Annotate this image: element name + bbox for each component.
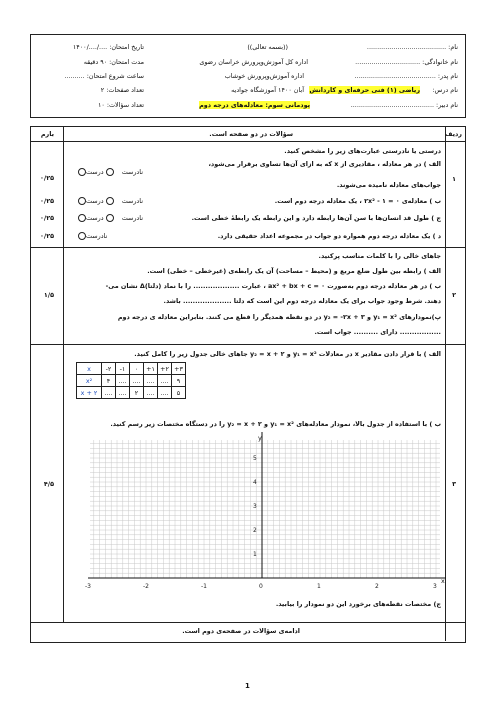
q2-score: ۱/۵ [43, 291, 54, 299]
axes [88, 432, 446, 578]
table-cell: x [77, 363, 102, 375]
bismillah: ((بسمه تعالی)) [247, 43, 288, 51]
father-name-field[interactable]: نام پدر: ........................................ [354, 72, 458, 80]
page-count: تعداد صفحات: ۲ [100, 86, 144, 94]
q1-statement-a-line2: جواب‌های معادله نامیده می‌شوند. [336, 181, 441, 189]
row-column-header: ردیف [445, 130, 462, 138]
continue-note: ادامه‌ی سؤالات در صفحه‌ی دوم است. [182, 627, 300, 635]
x-tick-label: -2 [143, 583, 149, 590]
exam-start-time: ساعت شروع امتحان: .......... [64, 72, 144, 80]
table-cell: ۰ [130, 363, 144, 375]
table-cell[interactable]: .... [158, 387, 172, 399]
q1-c-true-label: درست [86, 214, 104, 222]
course-label: نام درس: [432, 86, 458, 94]
table-cell[interactable]: .... [158, 375, 172, 387]
table-cell[interactable]: .... [130, 375, 144, 387]
student-name-field[interactable]: نام: ....................................... [366, 43, 458, 51]
q1-a-score: ۰/۲۵ [39, 174, 54, 182]
family-name-field[interactable]: نام خانوادگی: ................................ [355, 58, 458, 66]
q1-b-false-label: نادرست [121, 197, 143, 205]
q1-number: ۱ [452, 175, 456, 183]
q3-score: ۴/۵ [43, 480, 54, 488]
q1-b-true-label: درست [86, 197, 104, 205]
education-district: اداره آموزش‌وپرورش خوشاب [224, 72, 304, 80]
table-cell[interactable]: .... [144, 375, 158, 387]
q1-a-true-label: درست [86, 168, 104, 176]
table-cell[interactable]: .... [116, 387, 130, 399]
table-cell: -۱ [116, 363, 130, 375]
page-number: 1 [245, 682, 250, 690]
x-tick-label: 3 [433, 583, 437, 590]
table-cell: +۱ [144, 363, 158, 375]
table-cell: +۳ [172, 363, 186, 375]
table-cell: x² [77, 375, 102, 387]
y-tick-label: 4 [253, 479, 257, 486]
q3-part-c: ج) مختصات نقطه‌های برخورد این دو نمودار را بیابید. [275, 600, 441, 608]
table-cell: x + ۲ [77, 387, 102, 399]
grid-lines [90, 440, 440, 578]
q2-statement-c-line1: پ)نمودارهای y₁ = x² و y₂ = -۲x + ۳ در دو نقطه همدیگر را قطع می کنند. بنابراین معادله ی درجه دوم [117, 313, 441, 321]
course-name: ریاضی (۱) فنی حرفه‌ای و کاردانش [309, 86, 420, 94]
q1-b-score: ۰/۲۵ [39, 197, 54, 205]
q1-c-score: ۰/۲۵ [39, 214, 54, 222]
q2-number: ۲ [452, 291, 456, 299]
q2-statement-b-line1: ب ) در هر معادله درجه دوم به‌صورت ax² + bx + c = ۰ ، عبارت ................... را با نماد (دلتا)Δ نشان می- [105, 282, 441, 290]
x-tick-label: -1 [201, 583, 207, 590]
table-cell: ۵ [172, 387, 186, 399]
q1-d-score: ۰/۲۵ [39, 232, 54, 240]
teacher-name-field[interactable]: نام دبیر: ......................................... [350, 101, 458, 109]
table-cell: +۲ [158, 363, 172, 375]
y-tick-label: 5 [253, 455, 257, 462]
q1-statement-d: د ) یک معادله درجه دوم همواره دو جواب در مجموعه اعداد حقیقی دارد. [217, 232, 441, 240]
y-tick-label: 2 [253, 527, 257, 534]
table-cell[interactable]: .... [102, 387, 116, 399]
y-axis-label: y [258, 434, 262, 442]
q1-a-false-label: نادرست [121, 168, 143, 176]
table-cell[interactable]: .... [144, 387, 158, 399]
tick-labels [85, 455, 437, 590]
school-name: آبان ۱۴۰۰ آموزشگاه جوادیه [231, 86, 304, 94]
q1-statement-b: ب ) معادله‌ی ۲x² - ۱ = ۰ ، یک معادله درجه دوم است. [274, 197, 441, 205]
q3-part-a: الف ) با قرار دادن مقادیر x در معادلات y₁ = x² و y₂ = x + ۲ جاهای خالی جدول زیر را کامل کنید. [134, 350, 441, 358]
x-tick-label: 2 [375, 583, 379, 590]
y-tick-label: 1 [253, 551, 257, 558]
x-tick-label: -3 [85, 583, 91, 590]
table-cell: ۹ [172, 375, 186, 387]
exam-date: تاریخ امتحان: ..../..../۱۴۰۰ [72, 43, 144, 51]
q1-intro: درستی یا نادرستی عبارت‌های زیر را مشخص کنید. [284, 147, 441, 155]
table-title: سؤالات در دو صفحه است. [209, 130, 293, 138]
x-tick-label: 0 [259, 583, 263, 590]
exam-duration: مدت امتحان: ۹۰ دقیقه [83, 58, 144, 66]
q3-part-b: ب ) با استفاده از جدول بالا، نمودار معادله‌های y₁ = x² و y₂ = x + ۲ را در دستگاه مختصات زیر رسم کنید. [110, 420, 441, 428]
table-cell[interactable]: .... [116, 375, 130, 387]
q2-intro: جاهای خالی را با کلمات مناسب پرکنید. [318, 252, 441, 260]
table-cell: -۲ [102, 363, 116, 375]
x-axis-label: x [441, 577, 445, 585]
table-cell: ۲ [130, 387, 144, 399]
q1-d-false-label: نادرست [86, 232, 108, 240]
question-count: تعداد سؤالات: ۱۰ [97, 101, 144, 109]
q3-number: ۳ [452, 480, 456, 488]
x-tick-label: 1 [317, 583, 321, 590]
table-cell: ۴ [102, 375, 116, 387]
score-column-header: بارم [40, 130, 54, 138]
q1-statement-c: ج ) طول قد انسان‌ها با سن آن‌ها رابطه دارد و این رابطه یک رابطهٔ خطی است. [191, 214, 441, 222]
q2-statement-c-line2: ................. دارای .......... جواب است. [314, 328, 441, 336]
q1-statement-a-line1: الف ) در هر معادله ، مقادیری از x که به ازای آن‌ها تساوی برقرار می‌شود، [208, 160, 441, 168]
q2-statement-b-line2: دهند. شرط وجود جواب برای یک معادله درجه دوم این است که دلتا .................... باشد. [163, 297, 441, 305]
q2-statement-a: الف ) رابطه بین طول ضلع مربع و (محیط – مساحت) آن یک رابطه‌ی (غیرخطی – خطی) است. [147, 267, 441, 275]
y-tick-label: 3 [253, 503, 257, 510]
education-office: اداره کل آموزش‌وپرورش خراسان رضوی [199, 58, 308, 66]
q1-c-false-label: نادرست [121, 214, 143, 222]
unit-title: پودمانی سوم: معادله‌های درجه دوم [199, 101, 310, 109]
